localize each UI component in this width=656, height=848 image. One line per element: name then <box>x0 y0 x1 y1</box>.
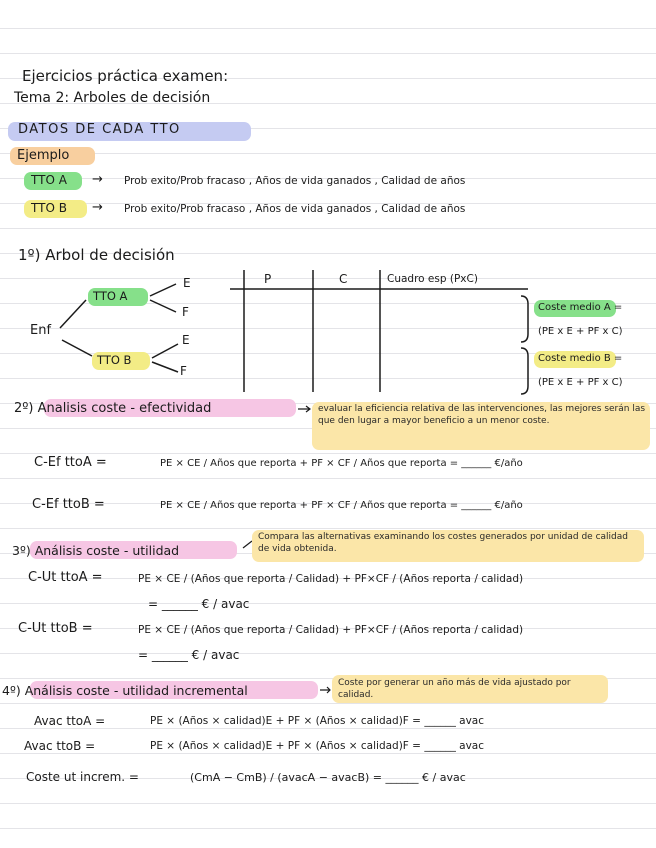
cef-a-label: C-Ef ttoA = <box>34 455 107 470</box>
cut-b-formula: PE × CE / (Años que reporta / Calidad) + PF×CF / (Años reporta / calidad) <box>138 624 524 636</box>
step3-note: Compara las alternativas examinando los costes generados por unidad de calidad de vida obtenida. <box>258 532 628 554</box>
step4-title: 4º) Análisis coste - utilidad incremental <box>2 683 248 698</box>
node-a-branch-e: E <box>183 276 191 290</box>
node-a-branch-f: F <box>182 305 189 319</box>
node-b-branch-e: E <box>182 333 190 347</box>
avac-b-formula: PE × (Años × calidad)E + PF × (Años × calidad)F = ______ avac <box>150 740 485 752</box>
avac-a-formula: PE × (Años × calidad)E + PF × (Años × calidad)F = ______ avac <box>150 715 485 727</box>
cost-a-formula: (PE x E + PF x C) <box>538 326 623 337</box>
tree-root: Enf <box>30 323 52 338</box>
page-title: Ejercicios práctica examen: <box>22 67 229 85</box>
cef-b-formula: PE × CE / Años que reporta + PF × CF / Años que reporta = ______ €/año <box>160 500 523 511</box>
section-header: DATOS DE CADA TTO <box>18 122 181 137</box>
cut-a-label: C-Ut ttoA = <box>28 570 103 585</box>
tto-b-description: Prob exito/Prob fracaso , Años de vida ganados , Calidad de años <box>124 203 466 215</box>
cut-b-result: = ______ € / avac <box>138 648 240 662</box>
cost-b-formula: (PE x E + PF x C) <box>538 377 623 388</box>
incremental-formula: (CmA − CmB) / (avacA − avacB) = ______ € / avac <box>190 771 466 784</box>
node-b-label: TTO B <box>97 353 132 367</box>
tto-b-tag: TTO B <box>31 201 67 215</box>
page-subtitle: Tema 2: Arboles de decisión <box>14 90 211 106</box>
cef-b-label: C-Ef ttoB = <box>32 497 105 512</box>
tto-a-description: Prob exito/Prob fracaso , Años de vida ganados , Calidad de años <box>124 175 466 187</box>
cut-a-result: = ______ € / avac <box>148 597 250 611</box>
step2-note: evaluar la eficiencia relativa de las intervenciones, las mejores serán las que den lugar a mayor beneficio a un menor coste. <box>318 404 646 426</box>
step2-title: 2º) Analisis coste - efectividad <box>14 401 212 416</box>
cost-a-label: Coste medio A = <box>538 302 623 313</box>
table-header-expected: Cuadro esp (PxC) <box>387 273 478 285</box>
avac-a-label: Avac ttoA = <box>34 714 106 728</box>
cut-a-formula: PE × CE / (Años que reporta / Calidad) + PF×CF / (Años reporta / calidad) <box>138 573 524 585</box>
cut-b-label: C-Ut ttoB = <box>18 621 93 636</box>
incremental-label: Coste ut increm. = <box>26 770 139 784</box>
tto-a-arrow: → <box>92 172 103 187</box>
table-header-p: P <box>264 272 272 286</box>
node-b-branch-f: F <box>180 364 187 378</box>
step3-title: 3º) Análisis coste - utilidad <box>12 543 180 558</box>
tto-b-arrow: → <box>92 200 103 215</box>
cef-a-formula: PE × CE / Años que reporta + PF × CF / Años que reporta = ______ €/año <box>160 458 523 469</box>
step4-note: Coste por generar un año más de vida ajustado por calidad. <box>338 678 571 700</box>
node-a-label: TTO A <box>93 289 128 303</box>
tto-a-tag: TTO A <box>31 173 67 187</box>
example-label: Ejemplo <box>17 148 70 163</box>
avac-b-label: Avac ttoB = <box>24 739 96 753</box>
step1-title: 1º) Arbol de decisión <box>18 246 175 264</box>
table-header-c: C <box>339 272 348 286</box>
cost-b-label: Coste medio B = <box>538 353 623 364</box>
